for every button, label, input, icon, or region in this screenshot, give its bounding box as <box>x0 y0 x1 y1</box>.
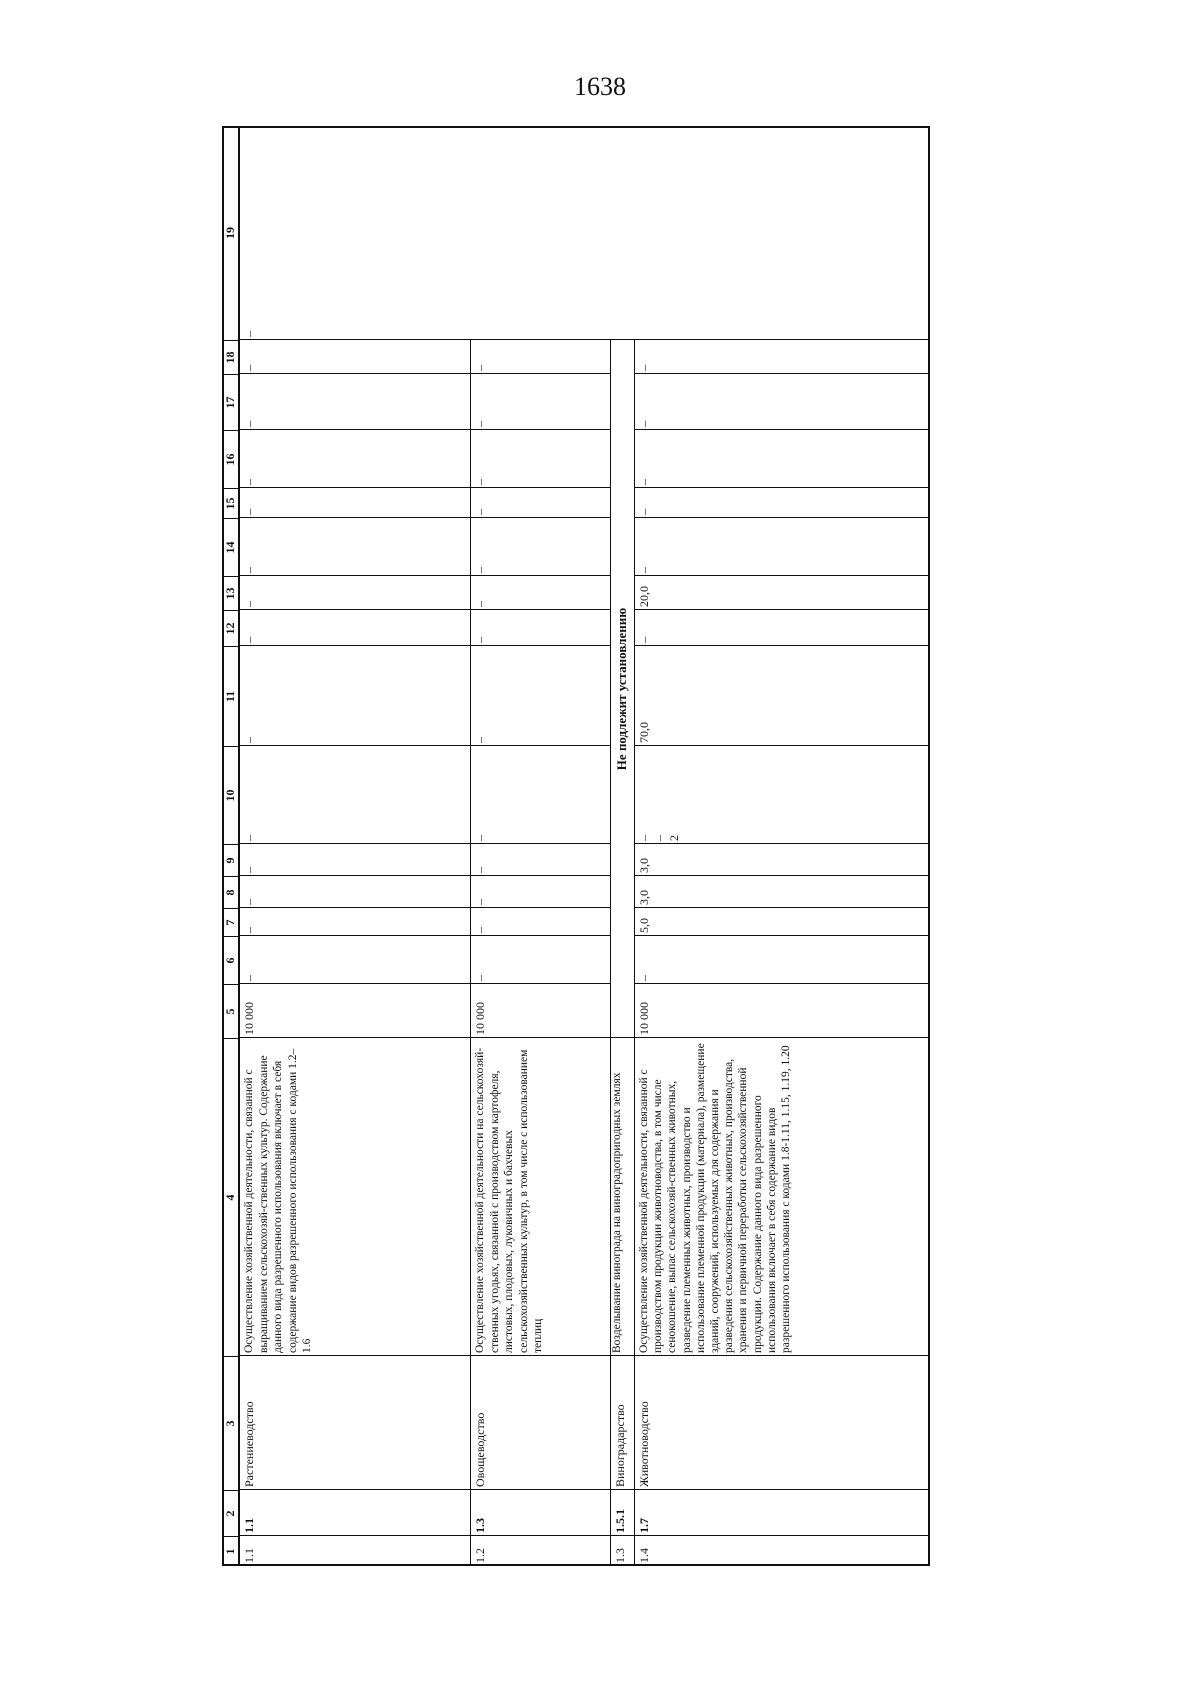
row1-col11: – <box>242 737 256 743</box>
row4-col1: 1.4 <box>637 1548 651 1563</box>
table-frame <box>222 126 930 1566</box>
header-col-3: 3 <box>222 1356 240 1490</box>
row4-col17: – <box>637 421 651 427</box>
row2-col1: 1.2 <box>473 1548 487 1563</box>
row4-col2: 1.7 <box>637 1518 651 1533</box>
header-col-8: 8 <box>222 876 240 908</box>
row4-col10-line1: – <box>637 835 651 841</box>
row1-col13: – <box>242 601 256 607</box>
row2-col15: – <box>473 509 487 515</box>
header-col-14: 14 <box>222 518 240 576</box>
row3-col1: 1.3 <box>613 1548 627 1563</box>
row4-col12: – <box>637 637 651 643</box>
row2-col4: Осуществление хозяйственной деятельности на сельскохозяй-ственных угодьях, связанной с производством картофеля, листовых, плодовых, луковичных и бахчевых сельскохозяйственных культур, в том числе с использованием теплиц <box>474 1047 545 1353</box>
row4-col10-line3: 2 <box>667 835 681 841</box>
header-col-9: 9 <box>222 844 240 876</box>
row2-col2: 1.3 <box>473 1518 487 1533</box>
page-number: 1638 <box>574 72 626 101</box>
row4-col13: 20,0 <box>637 586 651 607</box>
header-col-15: 15 <box>222 488 240 518</box>
row2-col12: – <box>473 637 487 643</box>
header-col-12: 12 <box>222 610 240 646</box>
row4-col4: Осуществление хозяйственной деятельности, связанной с производством продукции животноводства, в том числе сенокошение, выпас сельскохозяй-ственных животных, разведение племенных животных, производство и использование племенной продукции (материала), размещение зданий, сооружений, используемых для содержания и разведения сельскохозяйственных животных, производства, хранения и первичной переработки сельскохозяйственной продукции. Содержание данного вида разрешенного использования включает в себя содержание видов разрешенного использования с кодами 1.8-1.11, 1.15, 1.19, 1.20 <box>638 1043 793 1353</box>
row1-col8: – <box>242 899 256 905</box>
row2-col6: – <box>473 975 487 981</box>
row4-col11: 70,0 <box>637 722 651 743</box>
row1-col14: – <box>242 567 256 573</box>
row3-col3: Виноградарство <box>613 1404 627 1487</box>
row1-col6: – <box>242 975 256 981</box>
row1-col17: – <box>242 421 256 427</box>
row2-col10: – <box>473 835 487 841</box>
header-col-5: 5 <box>222 984 240 1038</box>
row1-col18: – <box>242 365 256 371</box>
row1-col9: – <box>242 867 256 873</box>
row1-col7: – <box>242 927 256 933</box>
zoning-table <box>222 126 930 1566</box>
not-established-span: Не подлежит установлению <box>614 607 629 771</box>
row4-col15: – <box>637 509 651 515</box>
row1-col16: – <box>242 479 256 485</box>
header-col-17: 17 <box>222 374 240 430</box>
row2-col16: – <box>473 479 487 485</box>
row1-col10: – <box>242 835 256 841</box>
row4-col3: Животноводство <box>637 1401 651 1487</box>
col19-merged: – <box>242 331 256 337</box>
table-container <box>222 126 930 1566</box>
header-col-11: 11 <box>222 646 240 746</box>
row1-col12: – <box>242 637 256 643</box>
row2-col17: – <box>473 421 487 427</box>
row4-col7: 5,0 <box>637 918 651 933</box>
row2-col3: Овощеводство <box>473 1412 487 1487</box>
row4-col8: 3,0 <box>637 890 651 905</box>
row2-col13: – <box>473 601 487 607</box>
row4-col5: 10 000 <box>637 1002 651 1035</box>
row1-col4: Осуществление хозяйственной деятельности, связанной с выращиванием сельскохозяй-ственных культур. Содержание данного вида разрешенного использования включает в себя содержание видов разрешенного использования с кодами 1.2–1.6 <box>243 1048 314 1353</box>
row3-col4: Возделывание винограда на виноградопригодных землях <box>611 1072 623 1353</box>
row1-col1: 1.1 <box>242 1548 256 1563</box>
header-col-6: 6 <box>222 936 240 984</box>
row2-col11: – <box>473 737 487 743</box>
row2-col14: – <box>473 567 487 573</box>
header-col-18: 18 <box>222 340 240 374</box>
row2-col9: – <box>473 867 487 873</box>
row4-col10-line2: – <box>652 835 666 841</box>
header-col-1: 1 <box>222 1536 240 1566</box>
header-col-4: 4 <box>222 1038 240 1356</box>
row1-col15: – <box>242 509 256 515</box>
row1-col2: 1.1 <box>242 1518 256 1533</box>
row4-col16: – <box>637 479 651 485</box>
header-col-7: 7 <box>222 908 240 936</box>
row1-col3: Растениеводство <box>242 1401 256 1487</box>
row2-col8: – <box>473 899 487 905</box>
row3-col2: 1.5.1 <box>613 1509 627 1533</box>
row2-col18: – <box>473 365 487 371</box>
header-col-19: 19 <box>222 126 240 340</box>
row1-col5: 10 000 <box>242 1002 256 1035</box>
row4-col18: – <box>637 365 651 371</box>
header-col-10: 10 <box>222 746 240 844</box>
header-col-2: 2 <box>222 1490 240 1536</box>
header-col-13: 13 <box>222 576 240 610</box>
row2-col5: 10 000 <box>473 1002 487 1035</box>
header-col-16: 16 <box>222 430 240 488</box>
row4-col14: – <box>637 567 651 573</box>
row2-col7: – <box>473 927 487 933</box>
row4-col6: – <box>637 975 651 981</box>
row4-col9: 3,0 <box>637 858 651 873</box>
